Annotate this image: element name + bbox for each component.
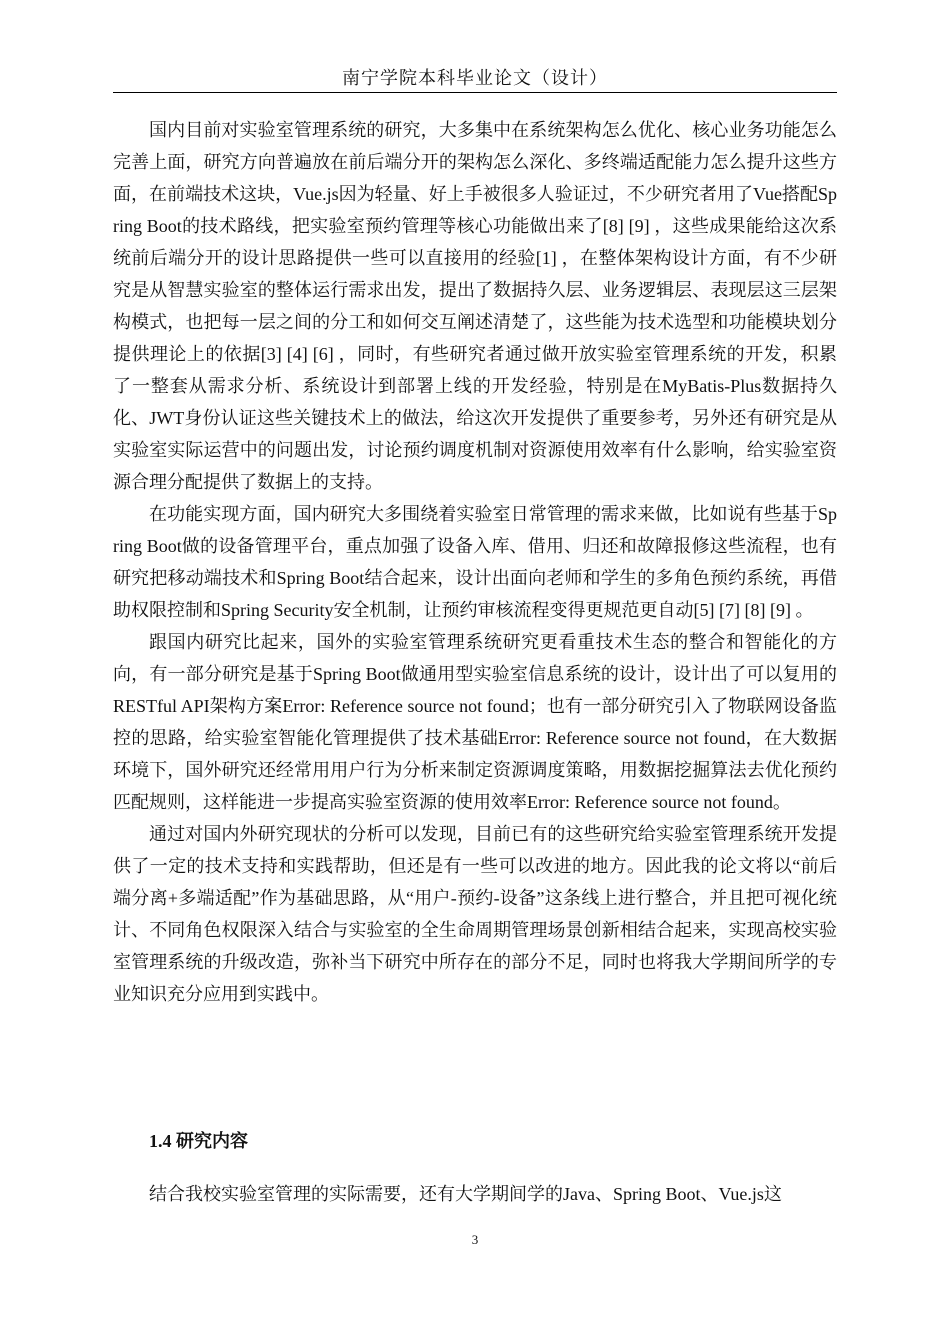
paragraph-foreign-research: 跟国内研究比起来，国外的实验室管理系统研究更看重技术生态的整合和智能化的方向，有一部分研究是基于Spring Boot做通用型实验室信息系统的设计，设计出了可以复用的RESTful API架构方案Error: Reference source not found；也有一部分研究引入了物联网设备监控的思路，给实验室智能化管理提供了技术基础Error: Reference source not found，在大数据环境下，国外研究还经常用用户行为分析来制定资源调度策略，用数据挖掘算法去优化预约匹配规则，这样能进一步提高实验室资源的使用效率Error: Reference source not found。 <box>113 632 837 812</box>
paragraph-function-implementation: 在功能实现方面，国内研究大多围绕着实验室日常管理的需求来做，比如说有些基于Spring Boot做的设备管理平台，重点加强了设备入库、借用、归还和故障报修这些流程，也有研究把移动端技术和Spring Boot结合起来，设计出面向老师和学生的多角色预约系统，再借助权限控制和Spring Security安全机制，让预约审核流程变得更规范更自动[5] [7] [8] [9] 。 <box>113 504 837 620</box>
paragraph-research-summary: 通过对国内外研究现状的分析可以发现，目前已有的这些研究给实验室管理系统开发提供了一定的技术支持和实践帮助，但还是有一些可以改进的地方。因此我的论文将以“前后端分离+多端适配”作为基础思路，从“用户-预约-设备”这条线上进行整合，并且把可视化统计、不同角色权限深入结合与实验室的全生命周期管理场景创新相结合起来，实现高校实验室管理系统的升级改造，弥补当下研究中所存在的部分不足，同时也将我大学期间所学的专业知识充分应用到实践中。 <box>113 824 837 1004</box>
running-header-title: 南宁学院本科毕业论文（设计） <box>342 68 608 88</box>
body-text <box>113 114 837 1010</box>
paragraph-research-content <box>113 1178 837 1210</box>
page-number: 3 <box>471 1232 479 1247</box>
paragraph-domestic-research: 国内目前对实验室管理系统的研究，大多集中在系统架构怎么优化、核心业务功能怎么完善上面，研究方向普遍放在前后端分开的架构怎么深化、多终端适配能力怎么提升这些方面，在前端技术这块，Vue.js因为轻量、好上手被很多人验证过，不少研究者用了Vue搭配Spring Boot的技术路线，把实验室预约管理等核心功能做出来了[8] [9] ，这些成果能给这次系统前后端分开的设计思路提供一些可以直接用的经验[1] ，在整体架构设计方面，有不少研究是从智慧实验室的整体运行需求出发，提出了数据持久层、业务逻辑层、表现层这三层架构模式，也把每一层之间的分工和如何交互阐述清楚了，这些能为技术选型和功能模块划分提供理论上的依据[3] [4] [6] ，同时，有些研究者通过做开放实验室管理系统的开发，积累了一整套从需求分析、系统设计到部署上线的开发经验，特别是在MyBatis-Plus数据持久化、JWT身份认证这些关键技术上的做法，给这次开发提供了重要参考，另外还有研究是从实验室实际运营中的问题出发，讨论预约调度机制对资源使用效率有什么影响，给实验室资源合理分配提供了数据上的支持。 <box>113 120 837 492</box>
paragraph-research-content-text: 结合我校实验室管理的实际需要，还有大学期间学的Java、Spring Boot、Vue.js这 <box>149 1184 782 1204</box>
section-heading: 1.4 研究内容 <box>149 1131 248 1151</box>
header-divider <box>113 92 837 93</box>
